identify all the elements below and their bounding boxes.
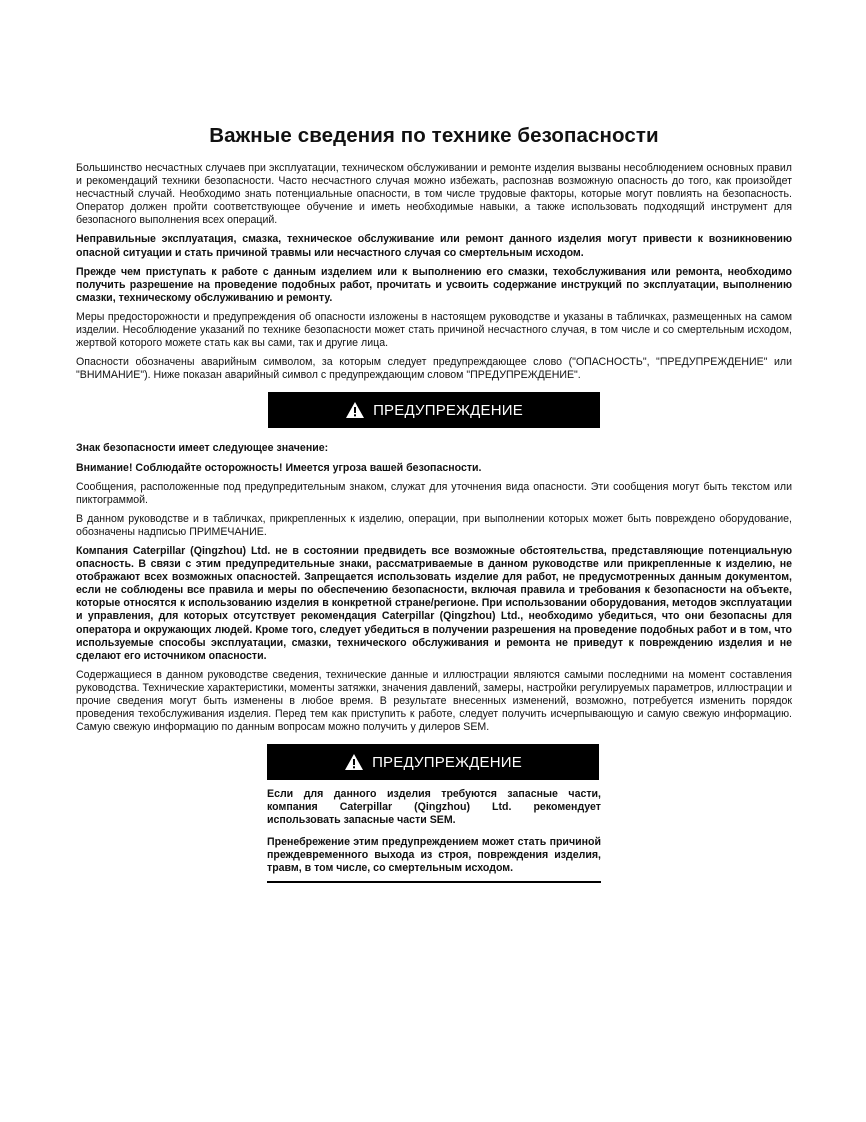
warning-banner <box>268 392 600 428</box>
paragraph-hazard-symbols: Опасности обозначены аварийным символом, за которым следует предупреждающее слово ("ОПАСНОСТЬ", "ПРЕДУПРЕЖДЕНИЕ" или "ВНИМАНИЕ"). Ниже показан аварийный символ с предупреждающим словом "ПРЕДУПРЕЖДЕНИЕ". <box>76 356 792 382</box>
paragraph-information: Содержащиеся в данном руководстве сведения, технические данные и иллюстрации являются самыми последними на момент составления руководства. Технические характеристики, моменты затяжки, значения давлений, замеры, настройки регулируемых параметров, иллюстрации и прочие сведения могут быть изменены в любое время. В результате внесенных изменений, возможно, потребуется изменить порядок проведения техобслуживания изделия. Перед тем как приступить к работе, следует получить исчерпывающую и самую свежую информацию. Самую свежую информацию по данным вопросам можно получить у дилеров SEM. <box>76 668 792 734</box>
warning-triangle-icon <box>344 753 364 771</box>
paragraph-accidents: Большинство несчастных случаев при эксплуатации, техническом обслуживании и ремонте изделия вызваны несоблюдением основных правил и рекомендаций техники безопасности. Часто несчастного случая можно избежать, распознав возможную опасность до того, как произойдет несчастный случай. Необходимо знать потенциальные опасности, в том числе трудовые факторы, которые могут повлиять на безопасность. Оператор должен пройти соответствующее обучение и иметь необходимые навыки, а также использовать подходящий инструмент для безопасного выполнения всех операций. <box>76 162 792 227</box>
paragraph-sign-meaning: Знак безопасности имеет следующее значение: <box>76 442 329 455</box>
warning-banner-label: ПРЕДУПРЕЖДЕНИЕ <box>373 401 523 419</box>
warning-box-text-parts: Если для данного изделия требуются запасные части, компания Caterpillar (Qingzhou) Ltd. рекомендует использовать запасные части SEM. <box>267 788 601 827</box>
warning-box-text-consequences: Пренебрежение этим предупреждением может стать причиной преждевременного выхода из строя, повреждения изделия, травм, в том числе, со смертельным исходом. <box>267 835 601 874</box>
paragraph-attention: Внимание! Соблюдайте осторожность! Имеется угроза вашей безопасности. <box>76 461 482 474</box>
warning-box <box>267 788 601 883</box>
paragraph-authorization: Прежде чем приступать к работе с данным изделием или к выполнению его смазки, техобслуживания или ремонта, необходимо получить разрешение на проведение подобных работ, прочитать и усвоить содержание инструкций по эксплуатации, выполнению смазки, техническому обслуживанию и ремонту. <box>76 265 792 304</box>
warning-triangle-icon <box>345 401 365 419</box>
paragraph-improper-use: Неправильные эксплуатация, смазка, техническое обслуживание или ремонт данного изделия могут привести к возникновению опасной ситуации и стать причиной травмы или несчастного случая со смертельным исходом. <box>76 233 792 259</box>
paragraph-precautions: Меры предосторожности и предупреждения об опасности изложены в настоящем руководстве и указаны в табличках, размещенных на самом изделии. Несоблюдение указаний по технике безопасности может стать причиной несчастного случая, в том числе и со смертельным исходом, жертвой которого можете стать как вы сами, так и другие лица. <box>76 310 792 350</box>
warning-banner-parts <box>267 744 599 780</box>
page-title: Важные сведения по технике безопасности <box>209 124 659 147</box>
warning-banner-parts-label: ПРЕДУПРЕЖДЕНИЕ <box>372 753 522 771</box>
paragraph-note: В данном руководстве и в табличках, прикрепленных к изделию, операции, при выполнении которых может быть повреждено оборудование, обозначены надписью ПРИМЕЧАНИЕ. <box>76 512 792 538</box>
document-body <box>76 162 792 883</box>
paragraph-caterpillar: Компания Caterpillar (Qingzhou) Ltd. не в состоянии предвидеть все возможные обстоятельства, представляющие потенциальную опасность. В связи с этим предупредительные знаки, рассматриваемые в данном руководстве или прикрепленные к изделию, не отображают всех возможных опасностей. Запрещается использовать изделие для работ, не предусмотренных данным документом, если не соблюдены все правила и меры по обеспечению безопасности, включая правила и требования к безопасности на объекте, которые относятся к использованию изделия в конкретной стране/регионе. При использовании оборудования, методов эксплуатации и управления, для которых отсутствует рекомендация Caterpillar (Qingzhou) Ltd., необходимо убедиться, что они безопасны для оператора и окружающих людей. Кроме того, следует убедиться в получении разрешения на проведение подобных работ и в том, что используемые способы эксплуатации, смазки, технического обслуживания и ремонта не приведут к повреждению изделия и не сделают его источником опасности. <box>76 544 792 662</box>
paragraph-messages: Сообщения, расположенные под предупредительным знаком, служат для уточнения вида опасности. Эти сообщения могут быть текстом или пиктограммой. <box>76 480 792 506</box>
